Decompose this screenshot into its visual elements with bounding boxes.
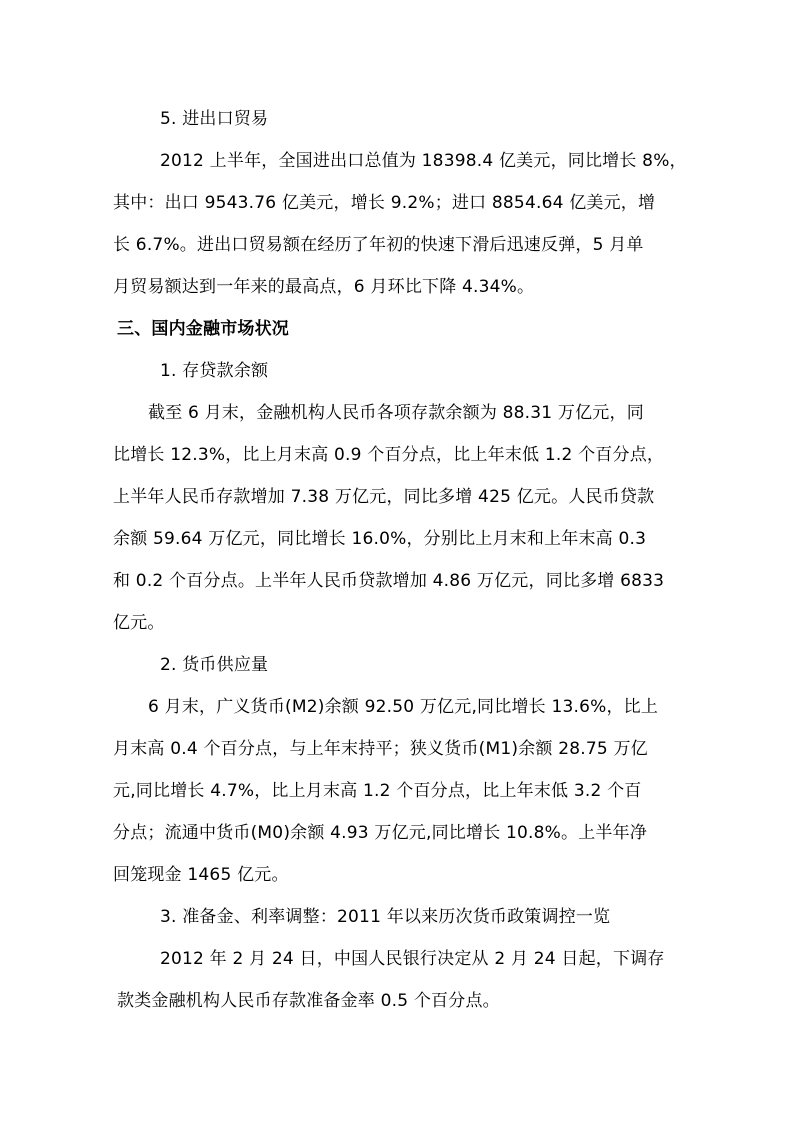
- sub3-line: 款类金融机构人民币存款准备金率 0.5 个百分点。: [117, 991, 500, 1011]
- sub1-line: 亿元。: [113, 613, 165, 633]
- sub1-heading: 1. 存贷款余额: [160, 361, 269, 381]
- section5-heading: 5. 进出口贸易: [160, 109, 269, 129]
- section3-heading: 三、国内金融市场状况: [117, 319, 289, 339]
- sub2-line: 月末高 0.4 个百分点，与上年末持平；狭义货币(M1)余额 28.75 万亿: [113, 739, 648, 759]
- sub1-line: 和 0.2 个百分点。上半年人民币贷款增加 4.86 万亿元，同比多增 6833: [113, 571, 665, 591]
- section5-line: 长 6.7%。进出口贸易额在经历了年初的快速下滑后迅速反弹，5 月单: [113, 235, 644, 255]
- sub1-line: 截至 6 月末，金融机构人民币各项存款余额为 88.31 万亿元，同: [148, 403, 644, 423]
- section5-line: 2012 上半年，全国进出口总值为 18398.4 亿美元，同比增长 8%，: [160, 151, 687, 171]
- sub3-line: 2012 年 2 月 24 日，中国人民银行决定从 2 月 24 日起，下调存: [160, 949, 665, 969]
- sub2-line: 分点；流通中货币(M0)余额 4.93 万亿元,同比增长 10.8%。上半年净: [113, 823, 648, 843]
- section5-line: 其中：出口 9543.76 亿美元，增长 9.2%；进口 8854.64 亿美元，增: [113, 193, 656, 213]
- sub2-line: 回笼现金 1465 亿元。: [113, 865, 289, 885]
- sub1-line: 比增长 12.3%，比上月末高 0.9 个百分点，比上年末低 1.2 个百分点，: [113, 445, 665, 465]
- sub2-line: 元,同比增长 4.7%，比上月末高 1.2 个百分点，比上年末低 3.2 个百: [113, 781, 642, 801]
- sub2-heading: 2. 货币供应量: [160, 655, 269, 675]
- sub1-line: 上半年人民币存款增加 7.38 万亿元，同比多增 425 亿元。人民币贷款: [113, 487, 655, 507]
- section5-line: 月贸易额达到一年来的最高点，6 月环比下降 4.34%。: [113, 277, 535, 297]
- sub2-line: 6 月末，广义货币(M2)余额 92.50 万亿元,同比增长 13.6%，比上: [148, 697, 659, 717]
- sub3-heading: 3. 准备金、利率调整：2011 年以来历次货币政策调控一览: [160, 907, 611, 927]
- sub1-line: 余额 59.64 万亿元，同比增长 16.0%，分别比上月末和上年末高 0.3: [113, 529, 647, 549]
